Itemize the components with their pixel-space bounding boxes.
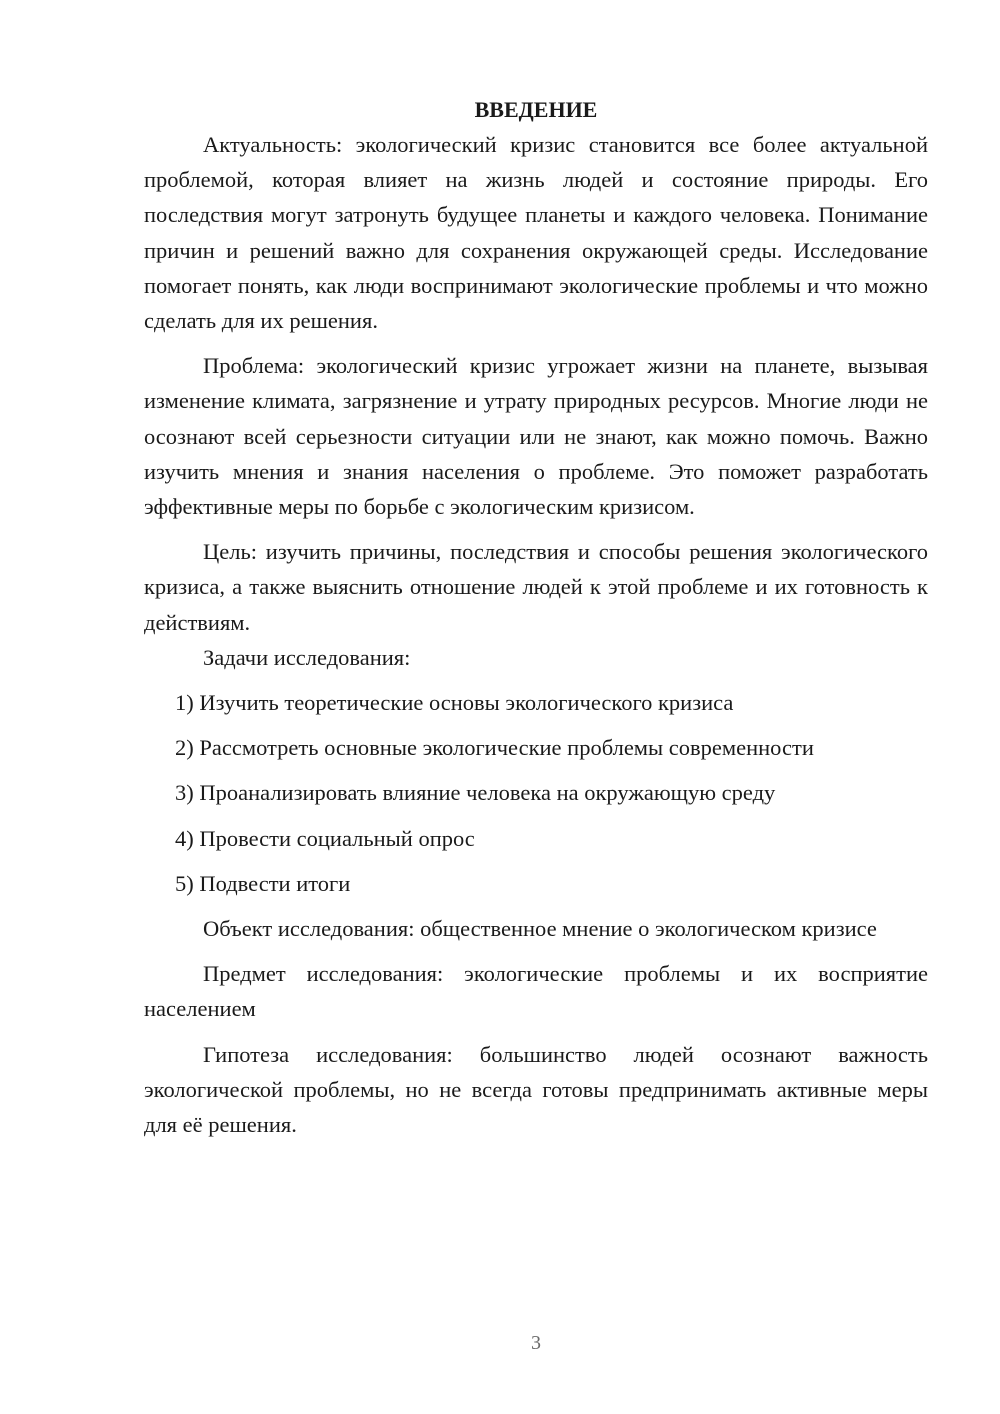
page-title: ВВЕДЕНИЕ (474, 97, 598, 122)
relevance-paragraph: Актуальность: экологический кризис становится все более актуальной проблемой, которая влияет на жизнь людей и состояние природы. Его последствия могут затронуть будущее планеты и каждого человека. Понимание причин и решений важно для сохранения окружающей среды. Исследование помогает понять, как люди воспринимают экологические проблемы и что можно сделать для их решения. (144, 132, 928, 334)
task-item: 1) Изучить теоретические основы экологического кризиса (175, 690, 734, 716)
task-item: 5) Подвести итоги (175, 870, 351, 896)
goal-paragraph: Цель: изучить причины, последствия и способы решения экологического кризиса, а также выяснить отношение людей к этой проблеме и их готовность к действиям. (144, 539, 928, 635)
task-item: 3) Проанализировать влияние человека на окружающую среду (175, 780, 776, 806)
tasks-heading: Задачи исследования: (203, 644, 411, 670)
task-item: 2) Рассмотреть основные экологические проблемы современности (175, 735, 814, 761)
object-paragraph: Объект исследования: общественное мнение о экологическом кризисе (203, 916, 877, 942)
page-content (144, 92, 928, 1142)
subject-paragraph: Предмет исследования: экологические проблемы и их восприятие населением (144, 961, 928, 1022)
page-number: 3 (531, 1332, 541, 1354)
task-item: 4) Провести социальный опрос (175, 825, 475, 851)
hypothesis-paragraph: Гипотеза исследования: большинство людей осознают важность экологической проблемы, но не всегда готовы предпринимать активные меры для её решения. (144, 1041, 928, 1138)
problem-paragraph: Проблема: экологический кризис угрожает жизни на планете, вызывая изменение климата, загрязнение и утрату природных ресурсов. Многие люди не осознают всей серьезности ситуации или не знают, как можно помочь. Важно изучить мнения и знания населения о проблеме. Это поможет разработать эффективные меры по борьбе с экологическим кризисом. (144, 353, 928, 520)
